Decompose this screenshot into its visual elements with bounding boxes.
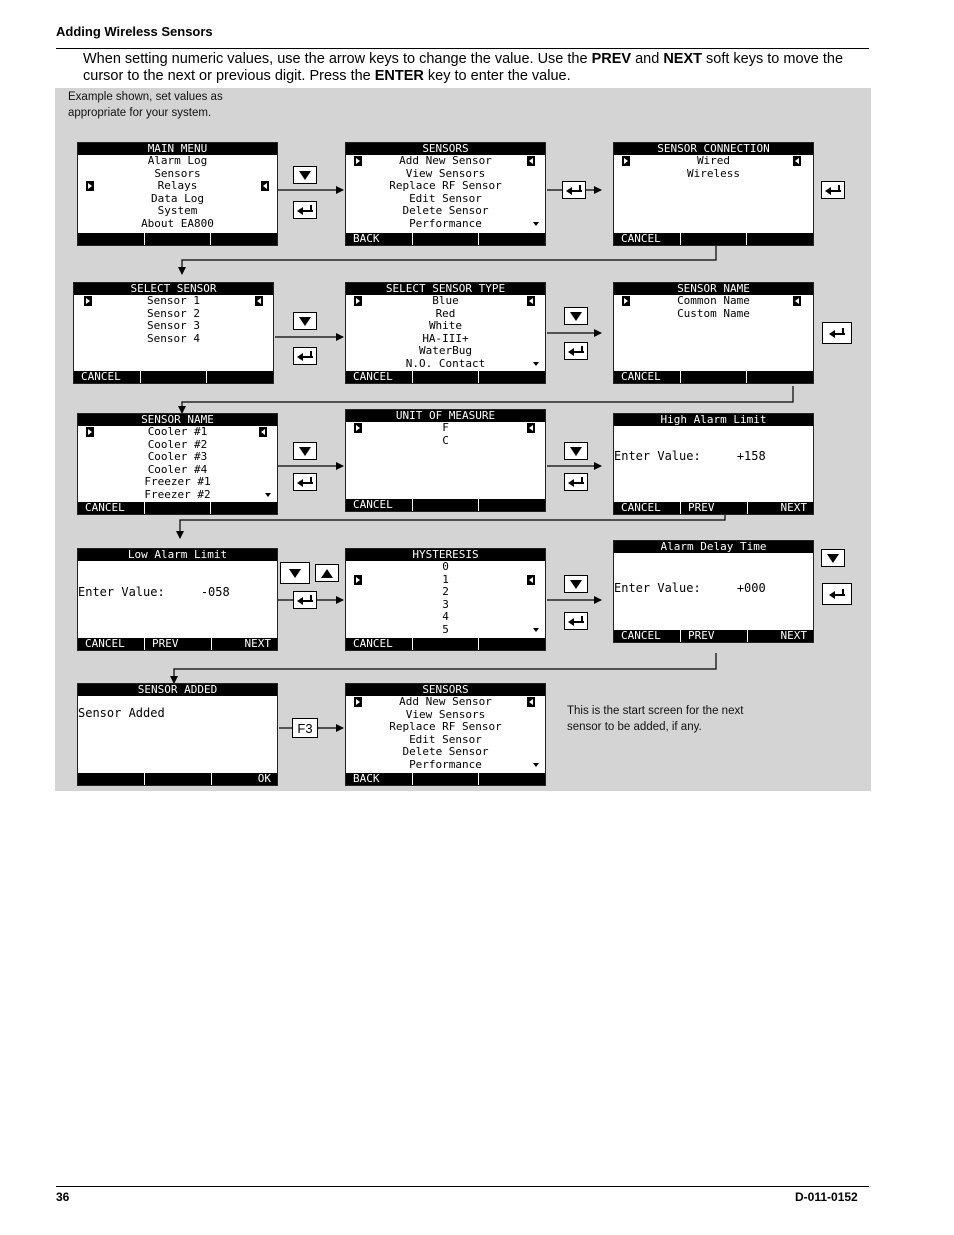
down-arrow-icon (570, 447, 582, 456)
list-item[interactable]: 1 (442, 572, 449, 586)
down-arrow-icon (299, 317, 311, 326)
down-arrow-icon (570, 312, 582, 321)
cursor-right-icon (527, 697, 535, 707)
softkey-cancel[interactable]: CANCEL (346, 499, 413, 511)
enter-icon (297, 205, 313, 215)
cursor-left-icon (622, 296, 630, 306)
softkey-bar (78, 233, 277, 245)
softkey-cancel[interactable]: CANCEL (78, 502, 145, 514)
intro-text-4: key to enter the value. (423, 68, 571, 84)
cursor-left-icon (354, 296, 362, 306)
screen-title: UNIT OF MEASURE (346, 410, 545, 422)
softkey-2[interactable] (413, 499, 480, 511)
menu-item[interactable]: View Sensors (405, 707, 486, 721)
softkey-2[interactable] (145, 502, 212, 514)
more-down-icon (533, 763, 539, 767)
screen-hysteresis (345, 548, 546, 651)
softkey-next[interactable]: NEXT (244, 638, 271, 650)
enter-icon (568, 616, 584, 626)
enter-icon (568, 346, 584, 356)
enter-key[interactable] (822, 583, 852, 605)
screen-sensor-name-type (613, 282, 814, 384)
cursor-right-icon (527, 423, 535, 433)
list-item[interactable]: 4 (442, 610, 449, 623)
list-item[interactable]: HA-III+ (422, 331, 469, 345)
enter-key[interactable] (564, 342, 588, 360)
example-note-line-1: Example shown, set values as (68, 91, 223, 103)
list-item[interactable]: N.O. Contact (405, 356, 486, 370)
next-emphasis: NEXT (663, 51, 702, 67)
arrow-high-to-low-limit (180, 514, 725, 538)
value-entry[interactable] (614, 581, 766, 595)
screen-sensor-name-list (77, 413, 278, 515)
screen-title: SELECT SENSOR TYPE (346, 283, 545, 295)
cursor-left-icon (354, 697, 362, 707)
screen-low-alarm-limit (77, 548, 278, 651)
up-arrow-key[interactable] (315, 564, 339, 582)
value-label: Enter Value: (614, 449, 701, 463)
cursor-left-icon (354, 423, 362, 433)
enter-key[interactable] (822, 322, 852, 344)
intro-text-3: soft keys to move the cursor to the next or previous digit. Press the (83, 51, 844, 84)
screen-high-alarm-limit (613, 413, 814, 515)
down-arrow-key[interactable] (564, 442, 588, 460)
softkey-cancel[interactable]: CANCEL (346, 638, 413, 650)
cursor-right-icon (527, 575, 535, 585)
screen-sensor-added (77, 683, 278, 786)
softkey-3[interactable] (747, 371, 813, 383)
menu-item[interactable]: Performance (409, 216, 482, 230)
enter-key[interactable] (564, 473, 588, 491)
softkey-bar (346, 233, 545, 245)
f3-key[interactable]: F3 (292, 718, 318, 738)
softkey-cancel[interactable]: CANCEL (614, 502, 681, 514)
softkey-cancel[interactable]: CANCEL (78, 638, 145, 650)
softkey-prev[interactable]: PREV (681, 630, 748, 642)
enter-key[interactable] (293, 201, 317, 219)
softkey-2[interactable] (413, 371, 480, 383)
menu-item[interactable]: System (157, 204, 198, 217)
softkey-bar (346, 773, 545, 785)
softkey-bar (614, 630, 813, 642)
menu-item[interactable]: Data Log (151, 191, 204, 205)
softkey-bar (346, 371, 545, 383)
down-arrow-icon (289, 569, 301, 578)
enter-icon (297, 595, 313, 605)
screen-title: MAIN MENU (78, 143, 277, 155)
softkey-cancel[interactable]: CANCEL (614, 630, 681, 642)
softkey-2[interactable] (145, 773, 212, 785)
next-sensor-note-line-2: sensor to be added, if any. (567, 721, 702, 733)
list-item[interactable]: Sensor 3 (147, 319, 200, 332)
menu-item[interactable]: Wireless (687, 166, 740, 180)
menu-item[interactable]: Add New Sensor (399, 695, 492, 708)
page-number: 36 (56, 1190, 70, 1204)
softkey-bar (614, 233, 813, 245)
enter-key[interactable] (293, 591, 317, 609)
down-arrow-icon (827, 554, 839, 563)
more-down-icon (533, 362, 539, 366)
softkey-2[interactable] (413, 773, 480, 785)
softkey-next[interactable]: NEXT (780, 502, 807, 514)
menu-item[interactable]: Wired (696, 154, 731, 167)
value-field[interactable]: +158 (736, 449, 766, 463)
more-down-icon (533, 628, 539, 632)
list-item[interactable]: Cooler #1 (147, 425, 208, 438)
menu-item[interactable]: Alarm Log (147, 154, 208, 167)
screen-title: SENSOR CONNECTION (614, 143, 813, 155)
menu-item[interactable]: Replace RF Sensor (389, 720, 502, 733)
screen-select-sensor-type (345, 282, 546, 384)
cursor-left-icon (622, 156, 630, 166)
menu-item[interactable]: Replace RF Sensor (389, 179, 502, 192)
softkey-prev[interactable]: PREV (681, 502, 748, 514)
softkey-2[interactable] (681, 233, 748, 245)
screen-title: High Alarm Limit (614, 414, 813, 426)
softkey-3[interactable] (207, 371, 273, 383)
screen-unit-of-measure (345, 409, 546, 512)
list-item[interactable]: C (442, 433, 449, 447)
cursor-left-icon (354, 575, 362, 585)
down-arrow-key[interactable] (293, 312, 317, 330)
softkey-3[interactable] (747, 233, 813, 245)
list-item[interactable]: Cooler #4 (147, 462, 208, 476)
confirmation-message: Sensor Added (78, 706, 165, 720)
softkey-cancel[interactable]: CANCEL (614, 371, 681, 383)
list-item[interactable]: Sensor 4 (147, 331, 200, 345)
bottom-rule (56, 1186, 869, 1187)
softkey-back[interactable]: BACK (346, 773, 413, 785)
softkey-3[interactable] (211, 502, 277, 514)
softkey-3[interactable] (479, 773, 545, 785)
value-label: Enter Value: (614, 581, 701, 595)
menu-item[interactable]: About EA800 (141, 216, 214, 230)
softkey-next[interactable]: NEXT (780, 630, 807, 642)
softkey-2[interactable] (141, 371, 208, 383)
list-item[interactable]: Blue (432, 294, 459, 307)
softkey-3[interactable] (479, 638, 545, 650)
enter-icon (297, 351, 313, 361)
cursor-left-icon (86, 181, 94, 191)
example-note-line-2: appropriate for your system. (68, 107, 212, 119)
screen-title: SENSOR NAME (614, 283, 813, 295)
section-title: Adding Wireless Sensors (56, 24, 213, 39)
softkey-bar (346, 638, 545, 650)
screen-sensors-next (345, 683, 546, 786)
down-arrow-key[interactable] (280, 562, 310, 584)
softkey-3[interactable] (479, 499, 545, 511)
screen-sensors (345, 142, 546, 246)
menu-item[interactable]: Delete Sensor (402, 745, 489, 758)
screen-alarm-delay-time (613, 540, 814, 643)
enter-icon (829, 589, 845, 599)
value-entry[interactable] (614, 449, 766, 463)
screen-title: SELECT SENSOR (74, 283, 273, 295)
value-field[interactable]: +000 (736, 581, 766, 595)
menu-item[interactable]: Edit Sensor (409, 191, 482, 205)
screen-main-menu (77, 142, 278, 246)
softkey-2[interactable] (145, 233, 212, 245)
cursor-right-icon (527, 296, 535, 306)
cursor-right-icon (259, 427, 267, 437)
intro-text-1: When setting numeric values, use the arrow keys to change the value. Use the (83, 51, 592, 67)
enter-key[interactable] (562, 181, 586, 199)
more-down-icon (533, 222, 539, 226)
value-label: Enter Value: (78, 585, 165, 599)
softkey-3[interactable] (479, 233, 545, 245)
softkey-bar (346, 499, 545, 511)
screen-title: SENSORS (346, 684, 545, 696)
down-arrow-key[interactable] (564, 575, 588, 593)
list-item[interactable]: 5 (442, 622, 449, 636)
softkey-cancel[interactable]: CANCEL (74, 371, 141, 383)
cursor-left-icon (354, 156, 362, 166)
enter-emphasis: ENTER (374, 68, 424, 84)
softkey-3[interactable] (211, 233, 277, 245)
list-item[interactable]: Sensor 2 (147, 306, 200, 320)
softkey-bar (614, 371, 813, 383)
softkey-cancel[interactable]: CANCEL (346, 371, 413, 383)
down-arrow-key[interactable] (293, 442, 317, 460)
list-item[interactable]: 2 (442, 585, 449, 598)
screen-title: SENSORS (346, 143, 545, 155)
softkey-prev[interactable]: PREV (145, 638, 212, 650)
screen-title: Alarm Delay Time (614, 541, 813, 553)
down-arrow-icon (299, 171, 311, 180)
list-item[interactable]: White (428, 319, 463, 332)
list-item[interactable]: Red (435, 306, 456, 320)
softkey-back[interactable]: BACK (346, 233, 413, 245)
cursor-right-icon (793, 156, 801, 166)
softkey-bar (74, 371, 273, 383)
screen-title: SENSOR NAME (78, 414, 277, 426)
softkey-3[interactable] (479, 371, 545, 383)
cursor-right-icon (527, 156, 535, 166)
enter-key[interactable] (293, 473, 317, 491)
list-item[interactable]: F (442, 421, 449, 434)
prev-emphasis: PREV (591, 51, 632, 67)
cursor-right-icon (261, 181, 269, 191)
cursor-left-icon (86, 427, 94, 437)
list-item[interactable]: Custom Name (677, 306, 750, 320)
softkey-cancel[interactable]: CANCEL (614, 233, 681, 245)
enter-key[interactable] (564, 612, 588, 630)
softkey-2[interactable] (681, 371, 748, 383)
softkey-bar (78, 638, 277, 650)
screen-select-sensor (73, 282, 274, 384)
softkey-1[interactable] (78, 233, 145, 245)
softkey-bar (78, 502, 277, 514)
menu-item[interactable]: Delete Sensor (402, 204, 489, 217)
cursor-right-icon (793, 296, 801, 306)
list-item[interactable]: Sensor 1 (147, 294, 200, 307)
enter-key[interactable] (293, 347, 317, 365)
softkey-ok[interactable]: OK (257, 773, 271, 785)
list-item[interactable]: WaterBug (419, 344, 472, 357)
enter-icon (297, 477, 313, 487)
menu-item[interactable]: Edit Sensor (409, 732, 482, 746)
cursor-right-icon (255, 296, 263, 306)
more-down-icon (265, 493, 271, 497)
enter-icon (566, 185, 582, 195)
menu-item[interactable]: Performance (409, 757, 482, 771)
value-entry[interactable] (78, 585, 230, 599)
softkey-bar (614, 502, 813, 514)
enter-key[interactable] (821, 181, 845, 199)
enter-icon (568, 477, 584, 487)
softkey-2[interactable] (413, 233, 480, 245)
list-item[interactable]: 0 (442, 560, 449, 573)
enter-icon (825, 185, 841, 195)
arrow-delay-to-added (174, 653, 716, 683)
list-item[interactable]: Cooler #2 (147, 437, 208, 451)
down-arrow-icon (299, 447, 311, 456)
menu-item[interactable]: Relays (157, 179, 198, 192)
down-arrow-key[interactable] (564, 307, 588, 325)
softkey-2[interactable] (413, 638, 480, 650)
value-field[interactable]: -058 (200, 585, 230, 599)
screen-sensor-connection (613, 142, 814, 246)
softkey-1[interactable] (78, 773, 145, 785)
screen-title: HYSTERESIS (346, 549, 545, 561)
list-item[interactable]: Common Name (677, 294, 750, 307)
screen-title: SENSOR ADDED (78, 684, 277, 696)
down-arrow-icon (570, 580, 582, 589)
list-item[interactable]: 3 (442, 597, 449, 611)
intro-text-2: and (631, 51, 664, 67)
enter-icon (829, 328, 845, 338)
down-arrow-key[interactable] (821, 549, 845, 567)
menu-item[interactable]: Sensors (154, 166, 201, 180)
list-item[interactable]: Freezer #2 (144, 487, 211, 501)
menu-item[interactable]: Add New Sensor (399, 154, 492, 167)
up-arrow-icon (321, 569, 333, 578)
list-item[interactable]: Cooler #3 (147, 450, 208, 463)
menu-item[interactable]: View Sensors (405, 166, 486, 180)
screen-title: Low Alarm Limit (78, 549, 277, 561)
arrow-connection-to-select-sensor (182, 244, 716, 274)
softkey-bar (78, 773, 277, 785)
list-item[interactable]: Freezer #1 (144, 475, 211, 488)
down-arrow-key[interactable] (293, 166, 317, 184)
next-sensor-note-line-1: This is the start screen for the next (567, 705, 744, 717)
document-id: D-011-0152 (795, 1190, 858, 1204)
cursor-left-icon (84, 296, 92, 306)
